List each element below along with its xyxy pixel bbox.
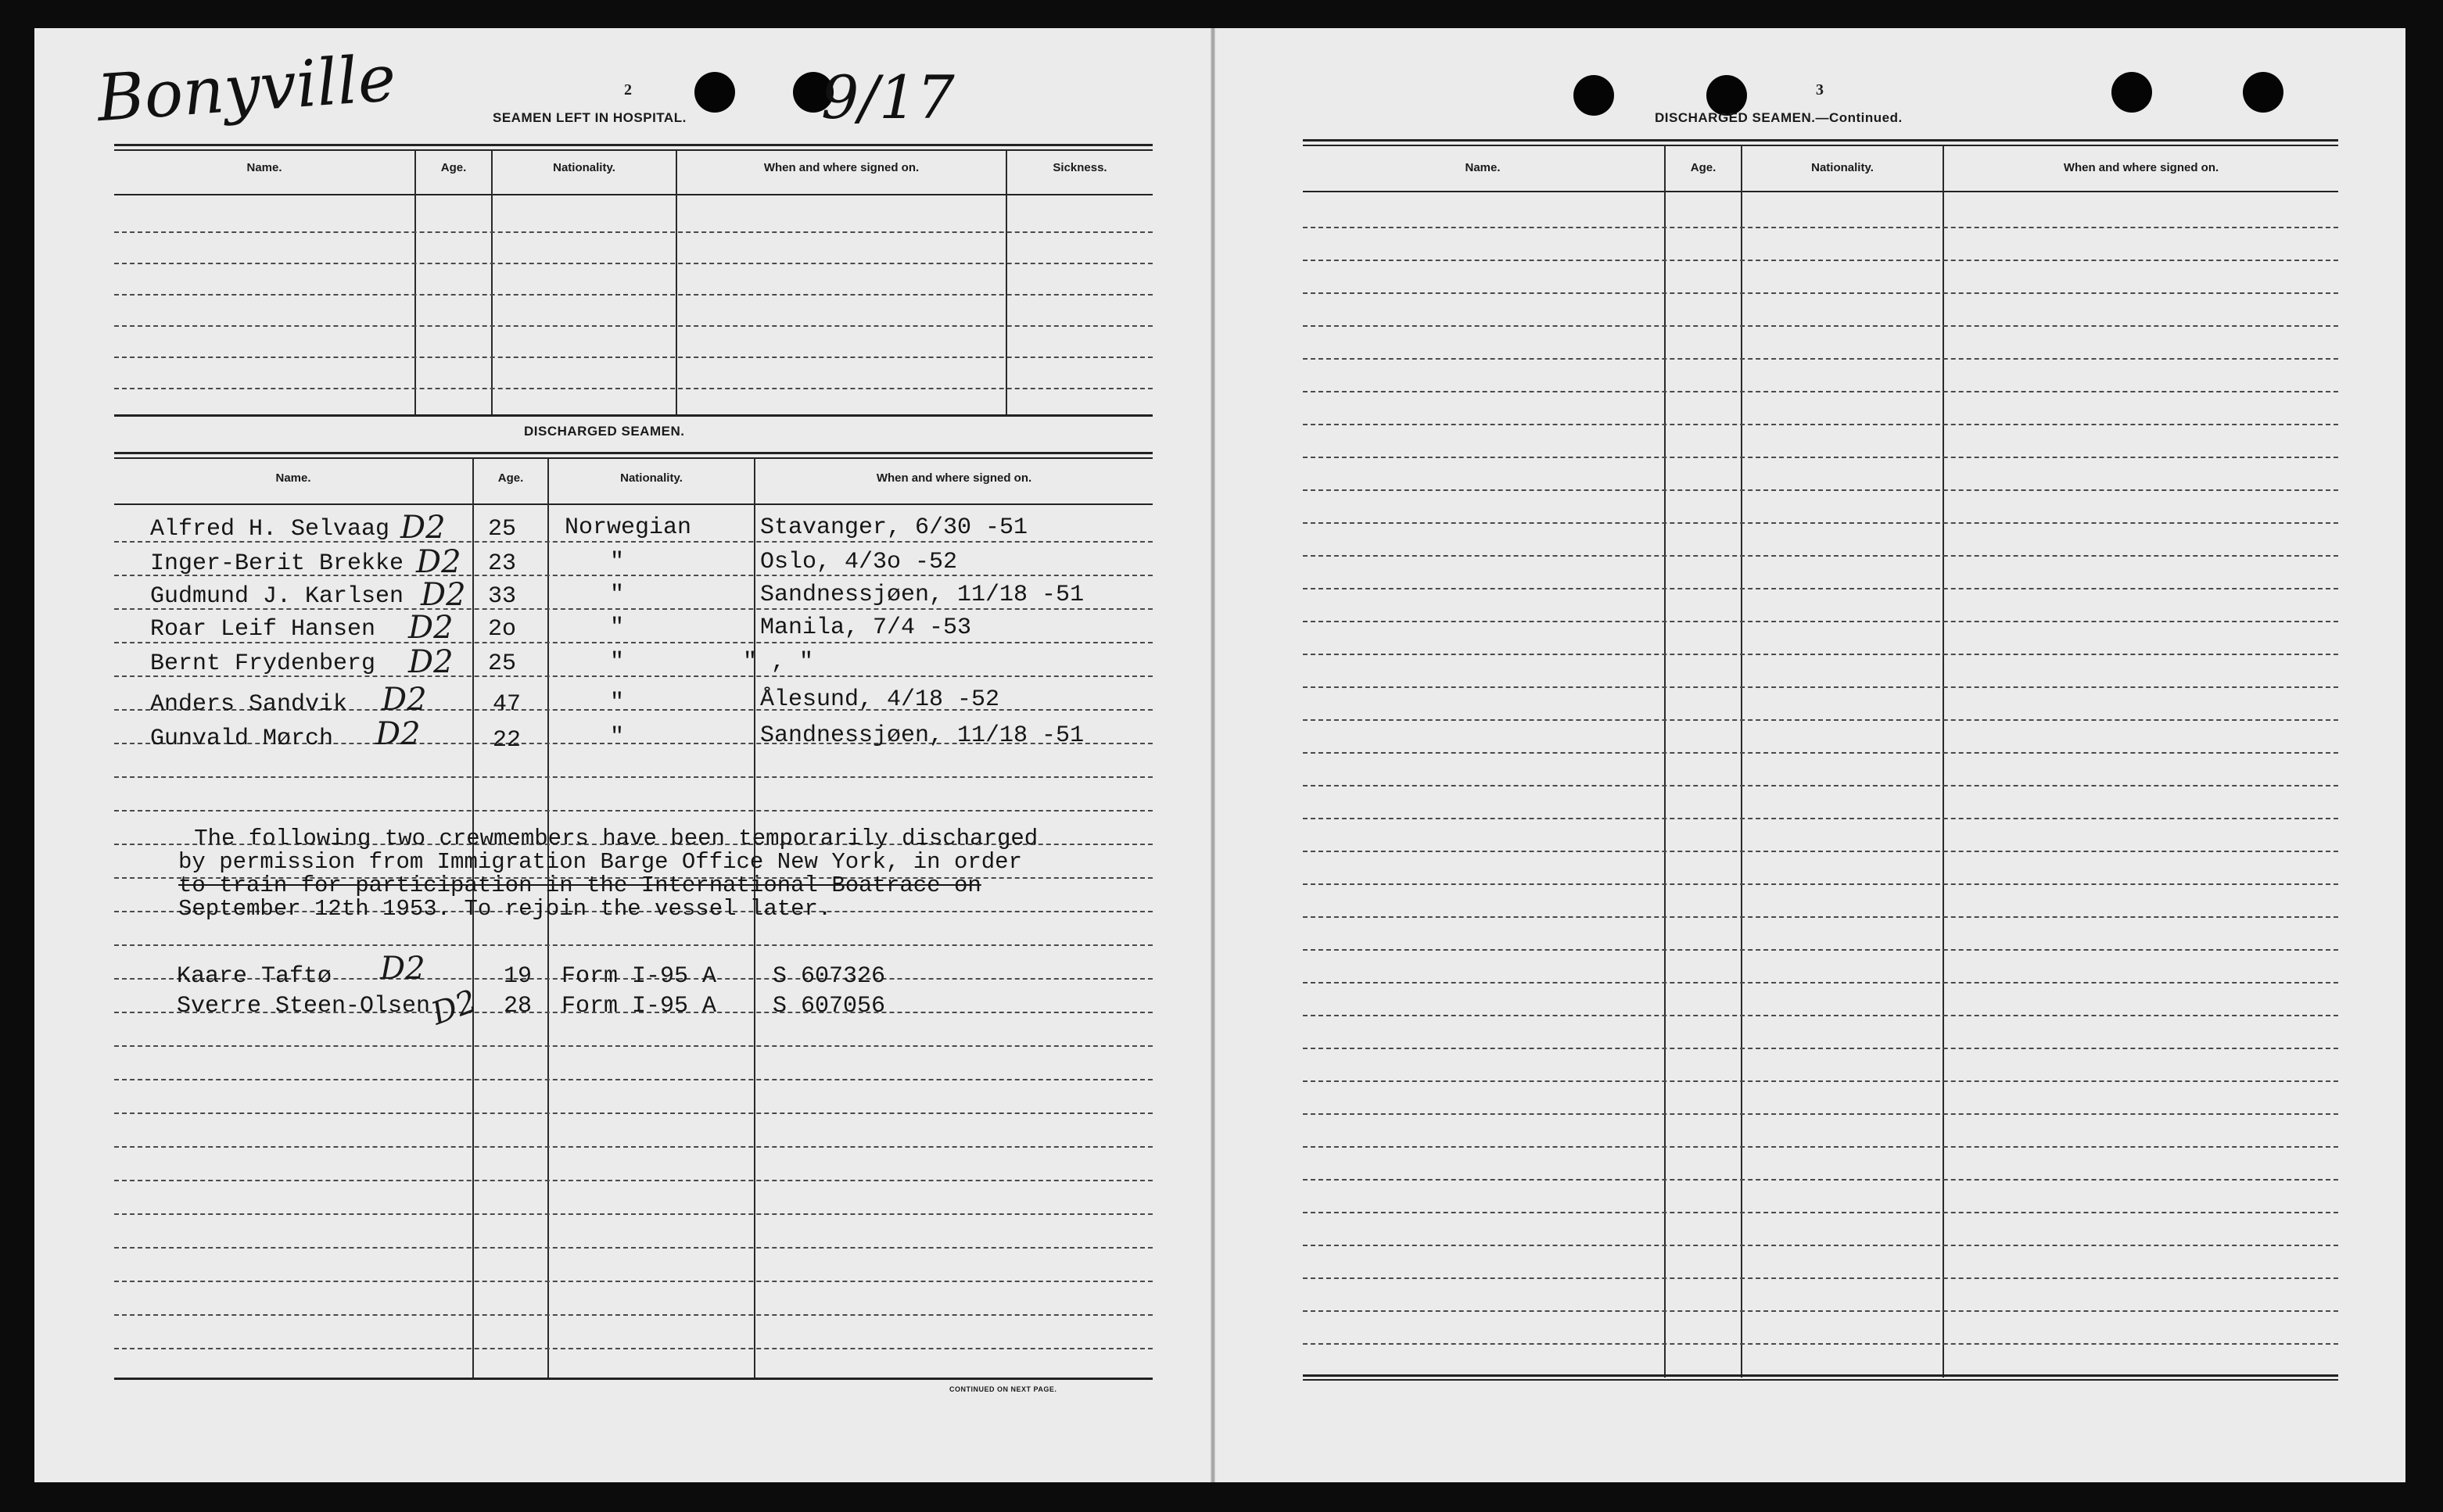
- ruled-line: [1303, 719, 2338, 721]
- table-row-nationality: ": [610, 582, 625, 608]
- ruled-line: [114, 357, 1153, 358]
- hospital-section-title: SEAMEN LEFT IN HOSPITAL.: [493, 110, 687, 125]
- ruled-line: [1303, 325, 2338, 327]
- continued-col-signed-on: When and where signed on.: [2063, 161, 2219, 174]
- discharge-mark: D2: [408, 610, 454, 646]
- table-row-age: 33: [488, 583, 517, 610]
- ruled-line: [1303, 292, 2338, 294]
- note-line: The following two crewmembers have been temporarily discharged: [153, 826, 1039, 851]
- hospital-col-name: Name.: [246, 161, 282, 174]
- table-row-name: Roar Leif Hansen: [150, 616, 376, 643]
- discharge-mark: D2: [408, 644, 454, 680]
- ruled-line: [1303, 1179, 2338, 1181]
- table-row-age: 19: [504, 963, 533, 990]
- page-number-left: 2: [624, 81, 632, 99]
- note-line: to train for participation in the International Boatrace on: [178, 872, 981, 898]
- table-row-name: Kaare Taftø: [177, 963, 332, 990]
- ruled-line: [1303, 686, 2338, 688]
- ruled-line: [1303, 457, 2338, 458]
- table-row-nationality: ": [610, 649, 625, 675]
- ruled-line: [114, 1146, 1153, 1148]
- ruled-line: [1303, 1146, 2338, 1148]
- ruled-line: [1303, 621, 2338, 622]
- ruled-line: [1303, 982, 2338, 984]
- ruled-line: [1303, 227, 2338, 228]
- table-row-nationality: ": [610, 549, 625, 575]
- table-row-name: Alfred H. Selvaag: [150, 516, 390, 543]
- ruled-line: [1303, 851, 2338, 852]
- ruled-line: [1303, 260, 2338, 261]
- hospital-col-age: Age.: [440, 161, 467, 174]
- ruled-line: [1303, 883, 2338, 885]
- table-row-name: Sverre Steen-Olsen: [177, 993, 431, 1019]
- table-row-age: 47: [493, 691, 522, 718]
- ruled-line: [114, 944, 1153, 946]
- ruled-line: [1303, 424, 2338, 425]
- ruled-line: [114, 776, 1153, 778]
- table-row-signed-on: Sandnessjøen, 11/18 -51: [760, 722, 1085, 749]
- continued-col-name: Name.: [1465, 161, 1501, 174]
- table-row-name: Inger-Berit Brekke: [150, 550, 404, 577]
- table-row-signed-on: S 607326: [773, 963, 886, 990]
- ruled-line: [1303, 358, 2338, 360]
- ruled-line: [1303, 949, 2338, 951]
- table-row-signed-on: Ålesund, 4/18 -52: [760, 686, 1000, 713]
- ruled-line: [114, 1113, 1153, 1114]
- ruled-line: [114, 325, 1153, 327]
- table-row-nationality: ": [610, 690, 625, 716]
- punch-hole: [2243, 72, 2283, 113]
- ruled-line: [1303, 752, 2338, 754]
- handwritten-name: Bonyville: [95, 41, 399, 137]
- ruled-line: [114, 1281, 1153, 1282]
- ruled-line: [114, 388, 1153, 389]
- ruled-line: [114, 1348, 1153, 1349]
- discharge-mark: D2: [426, 983, 482, 1033]
- table-row-name: Anders Sandvik: [150, 691, 348, 718]
- discharged-col-signed-on: When and where signed on.: [876, 471, 1032, 485]
- ruled-line: [114, 810, 1153, 812]
- table-row-nationality: Norwegian: [565, 514, 692, 541]
- note-line: by permission from Immigration Barge Office New York, in order: [178, 849, 1022, 875]
- table-row-age: 22: [493, 727, 522, 754]
- ruled-line: [1303, 1048, 2338, 1049]
- ruled-line: [1303, 588, 2338, 589]
- table-row-age: 2o: [488, 616, 517, 643]
- table-row-age: 28: [504, 993, 533, 1019]
- ruled-line: [1303, 489, 2338, 491]
- continued-footer: CONTINUED ON NEXT PAGE.: [949, 1385, 1057, 1393]
- ruled-line: [1303, 1277, 2338, 1279]
- discharged-col-nationality: Nationality.: [620, 471, 683, 485]
- ruled-line: [1303, 916, 2338, 918]
- hospital-col-signed-on: When and where signed on.: [763, 161, 920, 174]
- table-row-age: 25: [488, 650, 517, 677]
- table-row-nationality: Form I-95 A: [561, 963, 717, 990]
- table-row-name: Gunvald Mørch: [150, 726, 334, 752]
- page-number-right: 3: [1816, 81, 1824, 99]
- table-row-name: Gudmund J. Karlsen: [150, 583, 404, 610]
- table-row-nationality: Form I-95 A: [561, 993, 717, 1019]
- ruled-line: [1303, 1310, 2338, 1312]
- ruled-line: [114, 231, 1153, 233]
- table-row-signed-on: S 607056: [773, 993, 886, 1019]
- punch-hole: [1573, 75, 1614, 116]
- table-row-nationality: ": [610, 724, 625, 751]
- table-row-name: Bernt Frydenberg: [150, 650, 376, 677]
- ruled-line: [1303, 1245, 2338, 1246]
- ruled-line: [1303, 391, 2338, 392]
- discharge-mark: D2: [416, 544, 461, 580]
- table-row-signed-on: Oslo, 4/3o -52: [760, 549, 958, 575]
- discharge-mark: D2: [380, 951, 425, 987]
- table-row-age: 23: [488, 550, 517, 577]
- ruled-line: [1303, 1015, 2338, 1016]
- ruled-line: [1303, 1212, 2338, 1213]
- ruled-line: [114, 1314, 1153, 1316]
- continued-section-title: DISCHARGED SEAMEN.—Continued.: [1655, 110, 1903, 125]
- table-row-nationality: ": [610, 614, 625, 641]
- discharged-col-age: Age.: [497, 471, 524, 485]
- table-row-age: 25: [488, 516, 517, 543]
- ruled-line: [114, 1213, 1153, 1215]
- discharged-col-name: Name.: [275, 471, 311, 485]
- ruled-line: [114, 294, 1153, 296]
- ruled-line: [1303, 785, 2338, 786]
- ruled-line: [114, 263, 1153, 264]
- continued-col-age: Age.: [1690, 161, 1717, 174]
- right-page: [1214, 28, 2405, 1482]
- ruled-line: [1303, 1080, 2338, 1082]
- discharge-mark: D2: [382, 682, 427, 718]
- left-page: [34, 28, 1212, 1482]
- ruled-line: [1303, 522, 2338, 524]
- hospital-col-nationality: Nationality.: [553, 161, 615, 174]
- ruled-line: [1303, 1113, 2338, 1115]
- continued-col-nationality: Nationality.: [1811, 161, 1874, 174]
- ruled-line: [114, 1045, 1153, 1047]
- hospital-col-sickness: Sickness.: [1053, 161, 1107, 174]
- ruled-line: [114, 1180, 1153, 1181]
- discharge-mark: D2: [400, 510, 446, 546]
- handwritten-file-number: 9/17: [821, 63, 955, 132]
- page-fold: [1211, 28, 1215, 1482]
- punch-hole: [2111, 72, 2152, 113]
- discharged-section-title: DISCHARGED SEAMEN.: [524, 424, 685, 439]
- table-row-signed-on: Stavanger, 6/30 -51: [760, 514, 1028, 541]
- ruled-line: [1303, 555, 2338, 557]
- ruled-line: [1303, 818, 2338, 819]
- discharge-mark: D2: [375, 716, 421, 752]
- table-row-signed-on: " , ": [743, 649, 814, 675]
- discharge-mark: D2: [421, 577, 466, 613]
- punch-hole: [694, 72, 735, 113]
- ruled-line: [114, 1247, 1153, 1249]
- ruled-line: [1303, 654, 2338, 655]
- note-line: September 12th 1953. To rejoin the vessel later.: [178, 896, 832, 922]
- table-row-signed-on: Sandnessjøen, 11/18 -51: [760, 582, 1085, 608]
- table-row-signed-on: Manila, 7/4 -53: [760, 614, 972, 641]
- ruled-line: [114, 1079, 1153, 1080]
- ruled-line: [1303, 1343, 2338, 1345]
